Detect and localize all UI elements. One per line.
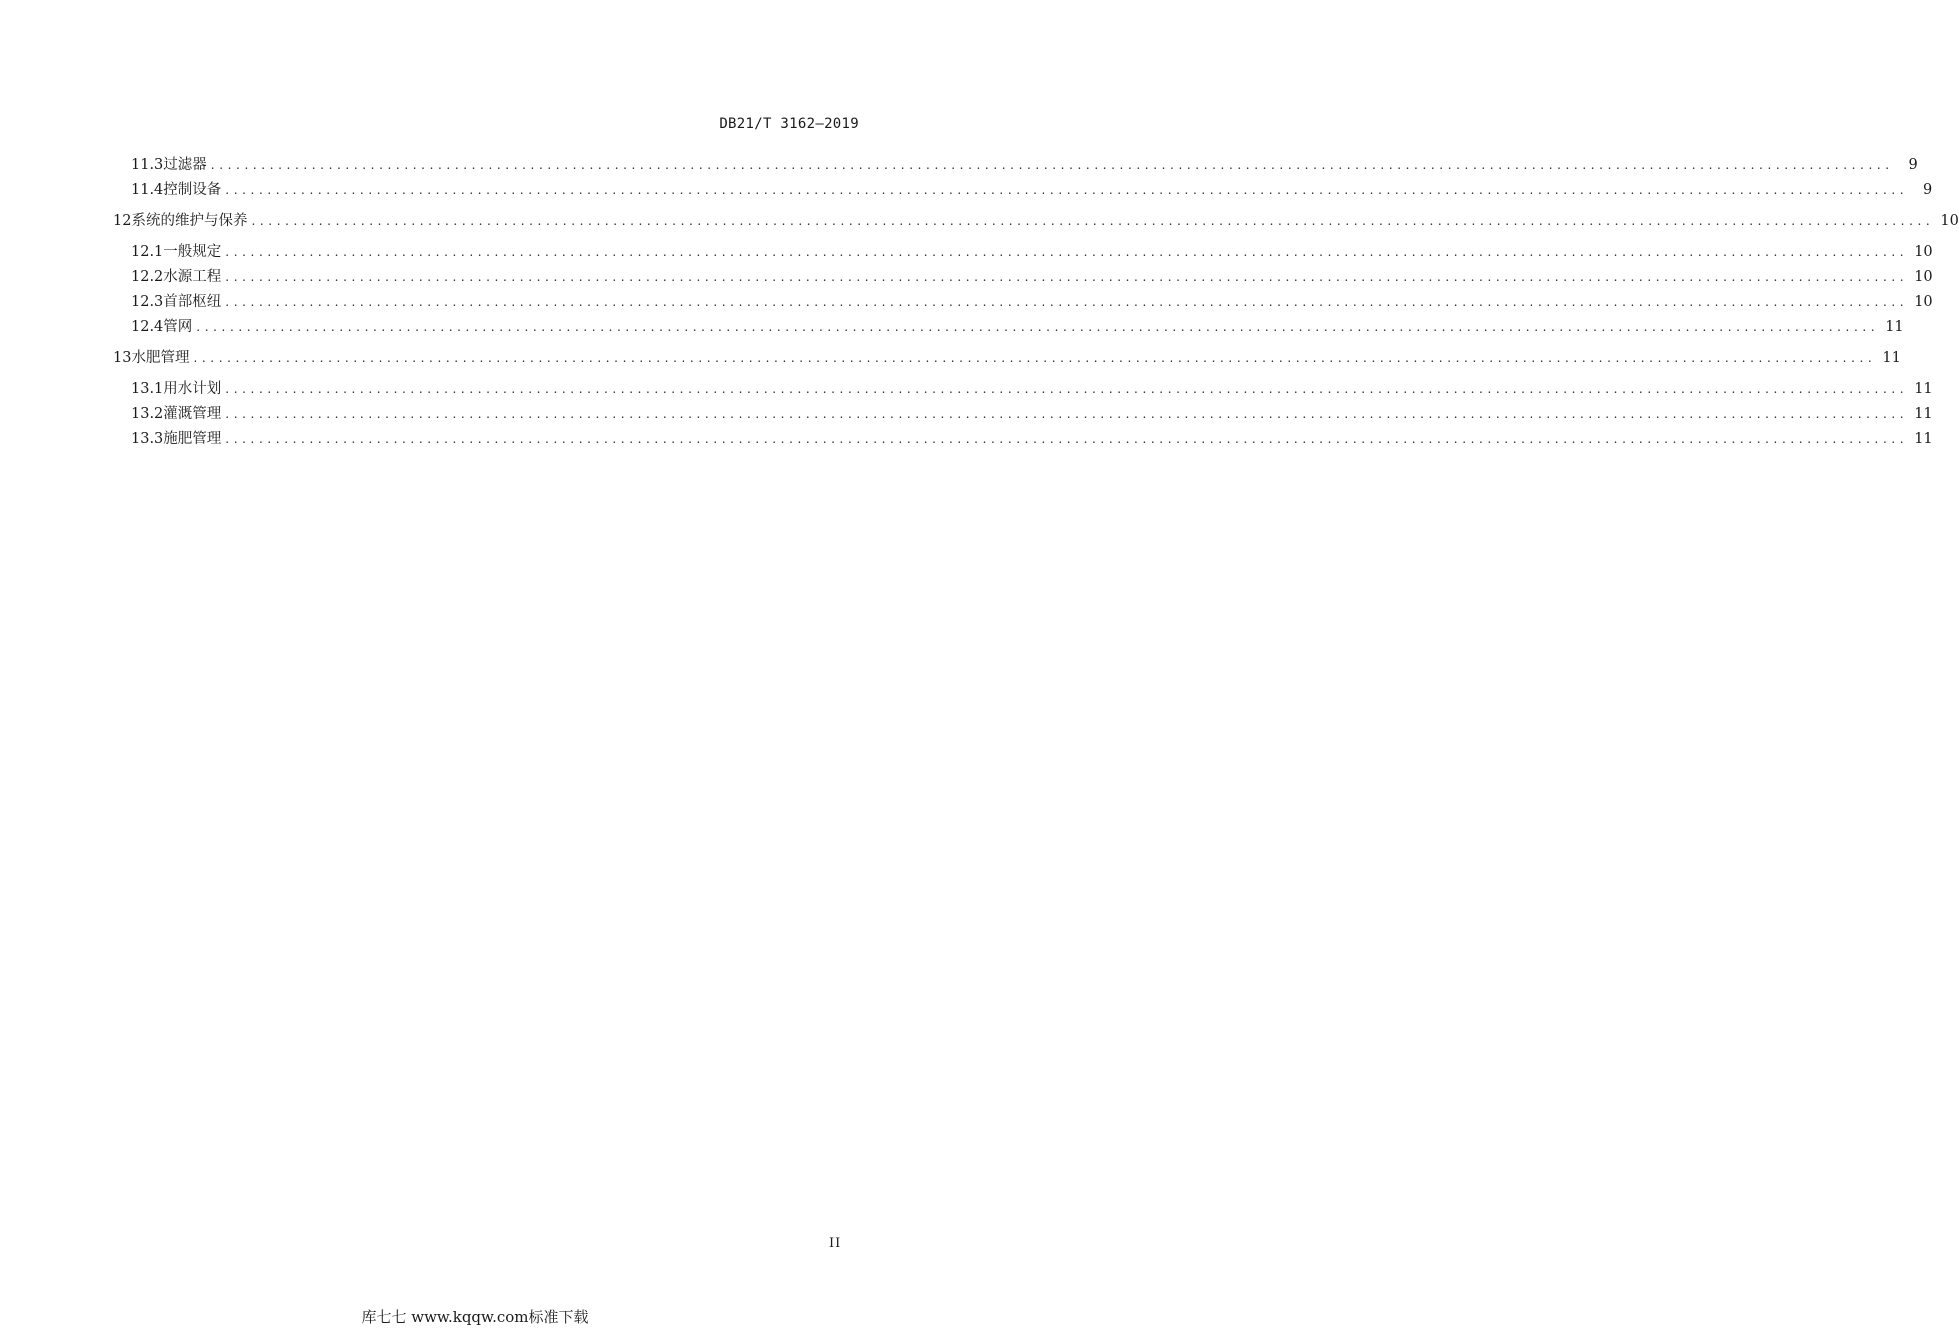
toc-entry-number: 13.1 [131, 381, 164, 397]
toc-entry-title: 首部枢纽 [163, 294, 222, 310]
toc-leader-dots: ........................................................................................................................................................................................................ [225, 432, 1909, 446]
toc-entry-title: 施肥管理 [163, 431, 222, 447]
toc-entry-title: 管网 [163, 319, 193, 335]
toc-entry-page: 10 [1914, 294, 1933, 310]
toc-entry-number: 12 [113, 213, 132, 229]
toc-entry[interactable] [131, 428, 1933, 450]
toc-entry[interactable] [131, 378, 1933, 400]
toc-entry-page: 10 [1914, 269, 1933, 285]
toc-entry-number: 13.2 [131, 406, 164, 422]
toc-entry-number: 12.3 [131, 294, 164, 310]
toc-entry-page: 10 [1940, 213, 1959, 229]
toc-entry[interactable] [131, 291, 1933, 313]
toc-entry-page: 11 [1885, 319, 1904, 335]
toc-entry-page: 11 [1882, 350, 1901, 366]
toc-leader-dots: ........................................................................................................................................................................................................ [225, 245, 1909, 259]
toc-entry-title: 过滤器 [163, 157, 207, 173]
toc-leader-dots: ........................................................................................................................................................................................................ [251, 214, 1935, 228]
toc-entry[interactable] [131, 403, 1933, 425]
toc-leader-dots: ........................................................................................................................................................................................................ [225, 382, 1909, 396]
toc-entry-number: 12.4 [131, 319, 164, 335]
toc-entry-page: 11 [1914, 381, 1933, 397]
toc-entry-number: 13.3 [131, 431, 164, 447]
toc-entry[interactable] [113, 210, 1959, 232]
toc-leader-dots: ........................................................................................................................................................................................................ [225, 407, 1909, 421]
doc-code: DB21/T 3162—2019 [719, 116, 859, 132]
toc-entry-page: 9 [1908, 157, 1918, 173]
toc-entry-title: 水肥管理 [131, 350, 190, 366]
toc-entry[interactable] [131, 154, 1918, 176]
toc-entry-title: 水源工程 [163, 269, 222, 285]
toc-entry[interactable] [131, 266, 1933, 288]
toc-entry-title: 一般规定 [163, 244, 222, 260]
toc-entry-number: 13 [113, 350, 132, 366]
toc-entry-number: 12.2 [131, 269, 164, 285]
footer-watermark: 库七七 www.kqqw.com标准下载 [361, 1308, 589, 1326]
toc-entry-title: 用水计划 [163, 381, 222, 397]
toc-entry-page: 10 [1914, 244, 1933, 260]
toc-entry[interactable] [131, 316, 1904, 338]
toc-leader-dots: ........................................................................................................................................................................................................ [225, 183, 1909, 197]
toc-entry[interactable] [113, 347, 1901, 369]
toc-entry-page: 11 [1914, 406, 1933, 422]
toc-leader-dots: ........................................................................................................................................................................................................ [225, 270, 1909, 284]
toc-entry-number: 11.4 [131, 182, 164, 198]
toc-entry[interactable] [131, 241, 1933, 263]
toc-leader-dots: ........................................................................................................................................................................................................ [193, 351, 1877, 365]
toc-entry-number: 11.3 [131, 157, 164, 173]
page-number: II [829, 1236, 842, 1251]
toc-entry-title: 系统的维护与保养 [131, 213, 248, 229]
toc-leader-dots: ........................................................................................................................................................................................................ [210, 158, 1894, 172]
toc-entry-page: 9 [1922, 182, 1933, 198]
toc-entry-title: 控制设备 [163, 182, 222, 198]
toc-entry-title: 灌溉管理 [163, 406, 222, 422]
toc-entry[interactable] [131, 179, 1933, 201]
toc-leader-dots: ........................................................................................................................................................................................................ [196, 320, 1880, 334]
toc-leader-dots: ........................................................................................................................................................................................................ [225, 295, 1909, 309]
toc-entry-page: 11 [1914, 431, 1933, 447]
toc-entry-number: 12.1 [131, 244, 164, 260]
